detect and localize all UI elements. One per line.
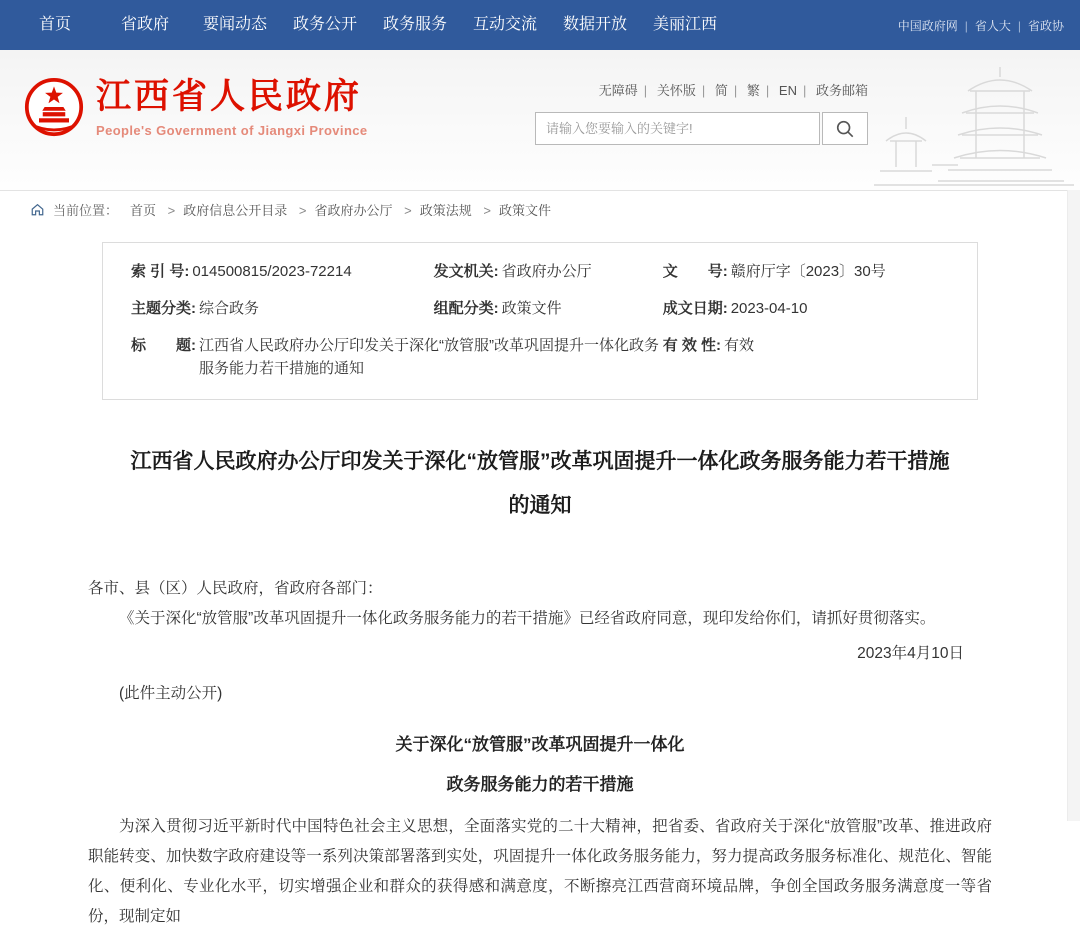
nav-item-gov-services[interactable]: 政务服务 (382, 16, 447, 33)
link-english[interactable]: EN | (779, 83, 812, 98)
document-title (102, 440, 978, 528)
meta-topic-label: 主题分类: (131, 300, 196, 317)
meta-group-value: 政策文件 (501, 300, 562, 317)
nav-external-links (898, 0, 1064, 50)
crumb-policy-documents[interactable]: > 政策文件 (475, 203, 551, 218)
site-brand[interactable] (24, 76, 368, 138)
attachment-title-line1: 关于深化“放管服”改革巩固提升一体化 (395, 735, 685, 754)
meta-group-label: 组配分类: (433, 300, 499, 317)
meta-group-category (434, 297, 663, 320)
search-button[interactable] (822, 112, 868, 145)
crumb-general-office[interactable]: > 省政府办公厅 (291, 203, 393, 218)
meta-issuing-agency (434, 260, 663, 283)
link-provincial-cppcc[interactable]: 省政协 (1027, 18, 1064, 33)
meta-index-number (131, 260, 434, 283)
meta-topic-category (131, 297, 434, 320)
breadcrumb (0, 190, 1080, 228)
nav-item-open-data[interactable]: 数据开放 (562, 16, 627, 33)
meta-docnum-label: 文 号: (662, 263, 728, 280)
meta-title-label: 标 题: (131, 337, 196, 354)
national-emblem-logo (24, 77, 84, 137)
main-content (102, 242, 978, 528)
crumb-info-directory[interactable]: > 政府信息公开目录 (160, 203, 288, 218)
meta-issuer-value: 省政府办公厅 (501, 263, 592, 280)
link-accessibility[interactable]: 无障碍 | (599, 83, 653, 98)
site-title: 江西省人民政府 (96, 77, 363, 116)
search-icon (835, 119, 855, 139)
brand-text (96, 76, 368, 138)
utility-links (535, 80, 868, 99)
meta-document-number (663, 260, 949, 283)
nav-item-gov-affairs-open[interactable]: 政务公开 (292, 16, 357, 33)
search-bar (535, 112, 868, 145)
document-date: 2023年4月10日 (857, 645, 964, 662)
meta-index-label: 索 引 号: (131, 263, 190, 280)
meta-title-value: 江西省人民政府办公厅印发关于深化“放管服”改革巩固提升一体化政务服务能力若干措施的通知 (199, 337, 659, 377)
document-title-line1: 江西省人民政府办公厅印发关于深化“放管服”改革巩固提升一体化政务服务能力若干措施 (130, 450, 950, 473)
crumb-home[interactable]: 首页 (130, 203, 157, 218)
link-gov-mail[interactable]: 政务邮箱 (815, 83, 868, 98)
header-right (535, 80, 868, 145)
link-traditional-chinese[interactable]: 繁 | (747, 83, 775, 98)
meta-date-label: 成文日期: (662, 300, 728, 317)
link-simplified-chinese[interactable]: 简 | (715, 83, 743, 98)
home-icon (30, 202, 45, 217)
paragraph-intro: 为深入贯彻习近平新时代中国特色社会主义思想，全面落实党的二十大精神，把省委、省政府关于深化“放管服”改革、推进政府职能转变、加快数字政府建设等一系列决策部署落到实处，巩固提升一体化政务服务能力，努力提高政务服务标准化、规范化、智能化、便利化、专业化水平，切实增强企业和群众的获得感和满意度，不断擦亮江西营商环境品牌，争创全国政务服务满意度一等省份，现制定如 (88, 818, 992, 925)
nav-menu (10, 0, 730, 50)
meta-validity-label: 有 效 性: (662, 337, 722, 354)
nav-item-home[interactable]: 首页 (38, 16, 71, 33)
nav-item-interaction[interactable]: 互动交流 (472, 16, 537, 33)
meta-date-value: 2023-04-10 (730, 300, 808, 317)
nav-item-news[interactable]: 要闻动态 (202, 16, 267, 33)
site-subtitle-en: People's Government of Jiangxi Province (96, 123, 368, 138)
nav-item-beautiful-jiangxi[interactable]: 美丽江西 (652, 16, 717, 33)
meta-written-date (663, 297, 949, 320)
crumb-policies-regulations[interactable]: > 政策法规 (396, 203, 472, 218)
document-meta-table (102, 242, 978, 400)
search-input[interactable] (535, 112, 820, 145)
meta-document-title (131, 334, 663, 380)
scrollbar-track[interactable] (1067, 190, 1080, 821)
link-care-version[interactable]: 关怀版 | (657, 83, 711, 98)
top-nav (0, 0, 1080, 50)
document-body (88, 574, 992, 932)
nav-item-provincial-gov[interactable]: 省政府 (120, 16, 169, 33)
meta-issuer-label: 发文机关: (433, 263, 499, 280)
document-title-line2: 的通知 (508, 494, 572, 517)
attachment-title-line2: 政务服务能力的若干措施 (446, 775, 634, 794)
meta-validity (663, 334, 949, 380)
meta-topic-value: 综合政务 (199, 300, 260, 317)
link-provincial-npc[interactable]: 省人大 | (975, 17, 1028, 34)
salutation: 各市、县（区）人民政府，省政府各部门： (88, 580, 383, 597)
breadcrumb-label: 当前位置： (53, 203, 119, 218)
breadcrumb-trail (130, 200, 551, 219)
paragraph-forwarding: 《关于深化“放管服”改革巩固提升一体化政务服务能力的若干措施》已经省政府同意，现印发给你们，请抓好贯彻落实。 (119, 610, 936, 627)
site-header (0, 50, 1080, 190)
meta-index-value: 014500815/2023-72214 (192, 263, 352, 280)
pavilion-sketch-decoration (870, 55, 1080, 190)
meta-validity-value: 有效 (724, 337, 755, 354)
link-china-gov[interactable]: 中国政府网 | (898, 17, 975, 34)
meta-docnum-value: 赣府厅字〔2023〕30号 (730, 263, 886, 280)
disclosure-note: (此件主动公开) (119, 685, 223, 702)
